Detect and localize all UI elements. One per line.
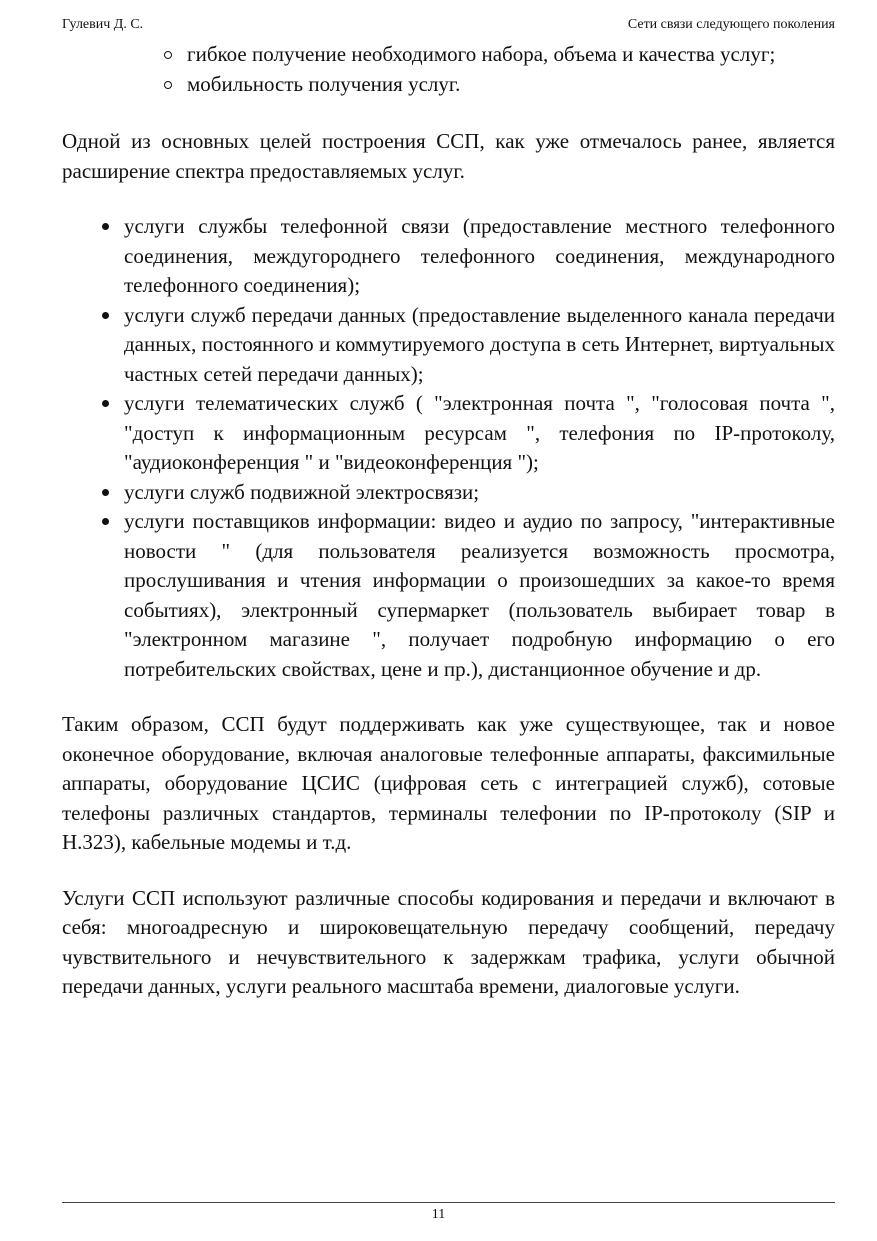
paragraph-equipment: Таким образом, ССП будут поддерживать как уже существующее, так и новое оконечное оборудование, включая аналоговые телефонные аппараты, факсимильные аппараты, оборудование ЦСИС (цифровая сеть с интеграцией служб), сотовые телефоны различных стандартов, терминалы телефонии по IP-протоколу (SIP и H.323), кабельные модемы и т.д.	[62, 712, 835, 854]
services-list	[124, 212, 835, 684]
list-item: мобильность получения услуг.	[187, 70, 835, 100]
top-list	[187, 40, 835, 99]
paragraph-goals: Одной из основных целей построения ССП, как уже отмечалось ранее, является расширение спектра предоставляемых услуг.	[62, 129, 835, 183]
header-author: Гулевич Д. С.	[62, 17, 144, 32]
list-item: услуги служб передачи данных (предоставление выделенного канала передачи данных, постоянного и коммутируемого доступа в сеть Интернет, виртуальных частных сетей передачи данных);	[124, 301, 835, 390]
page-header	[62, 16, 835, 34]
paragraph-coding: Услуги ССП используют различные способы кодирования и передачи и включают в себя: многоадресную и широковещательную передачу сообщений, передачу чувствительного и нечувствительного к задержкам трафика, услуги обычной передачи данных, услуги реального масштаба времени, диалоговые услуги.	[62, 885, 835, 998]
list-item: услуги телематических служб ( "электронная почта ", "голосовая почта ", "доступ к информационным ресурсам ", телефония по IP-протоколу, "аудиоконференция " и "видеоконференция ");	[124, 389, 835, 478]
list-item: услуги поставщиков информации: видео и аудио по запросу, "интерактивные новости " (для пользователя реализуется возможность просмотра, прослушивания и чтения информации о произошедших за какое-то время событиях), электронный супермаркет (пользователь выбирает товар в "электронном магазине ", получает подробную информацию о его потребительских свойствах, цене и пр.), дистанционное обучение и др.	[124, 507, 835, 684]
page-content	[62, 40, 835, 1002]
page-number: 11	[431, 1207, 446, 1222]
list-item: услуги служб подвижной электросвязи;	[124, 478, 835, 508]
list-item: услуги службы телефонной связи (предоставление местного телефонного соединения, междугороднего телефонного соединения, международного телефонного соединения);	[124, 212, 835, 301]
header-title: Сети связи следующего поколения	[627, 17, 835, 32]
list-item: гибкое получение необходимого набора, объема и качества услуг;	[187, 40, 835, 70]
footer-divider	[62, 1202, 835, 1203]
